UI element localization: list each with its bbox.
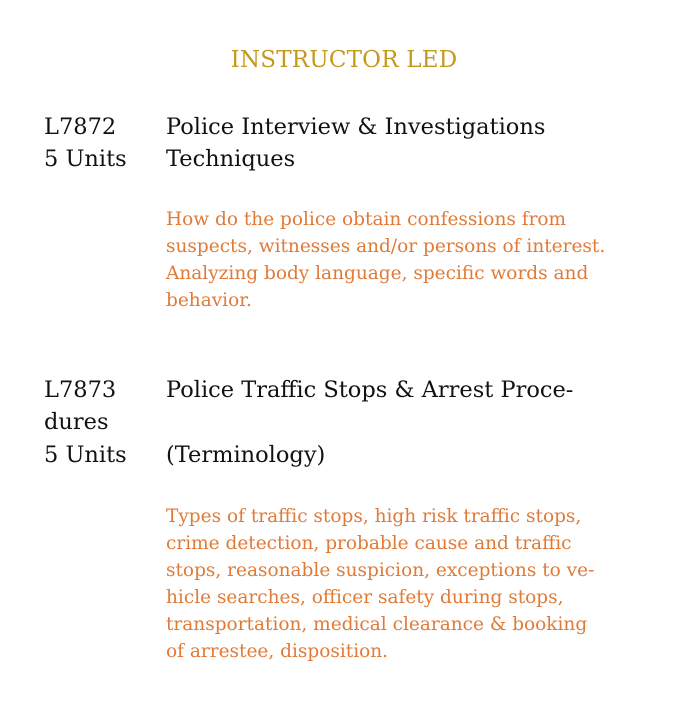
course-description	[166, 206, 666, 314]
course-title: Police Traffic Stops & Arrest Proce-	[166, 377, 574, 403]
course-description	[166, 503, 666, 665]
course-description-line: How do the police obtain confessions from	[166, 209, 567, 230]
course-description-line: stops, reasonable suspicion, exceptions to ve-	[166, 560, 595, 581]
course-title-continued: Techniques	[166, 146, 296, 172]
course-units: 5 Units	[44, 442, 127, 468]
course-description-line: hicle searches, officer safety during stops,	[166, 587, 564, 608]
course-code: L7872	[44, 114, 117, 140]
course-description-line: of arrestee, disposition.	[166, 641, 389, 662]
course-units: 5 Units	[44, 146, 127, 172]
course-title-wrap: dures	[44, 409, 109, 435]
course-description-line: Types of traffic stops, high risk traffic stops,	[166, 506, 582, 527]
course-description-line: behavior.	[166, 290, 252, 311]
course-description-line: Analyzing body language, specific words and	[166, 263, 589, 284]
course-subtitle: (Terminology)	[166, 442, 326, 468]
course-code: L7873	[44, 377, 117, 403]
course-description-line: crime detection, probable cause and traffic	[166, 533, 572, 554]
course-description-line: suspects, witnesses and/or persons of interest.	[166, 236, 606, 257]
course-description-line: transportation, medical clearance & booking	[166, 614, 588, 635]
section-heading: INSTRUCTOR LED	[230, 47, 458, 73]
course-title: Police Interview & Investigations	[166, 114, 546, 140]
